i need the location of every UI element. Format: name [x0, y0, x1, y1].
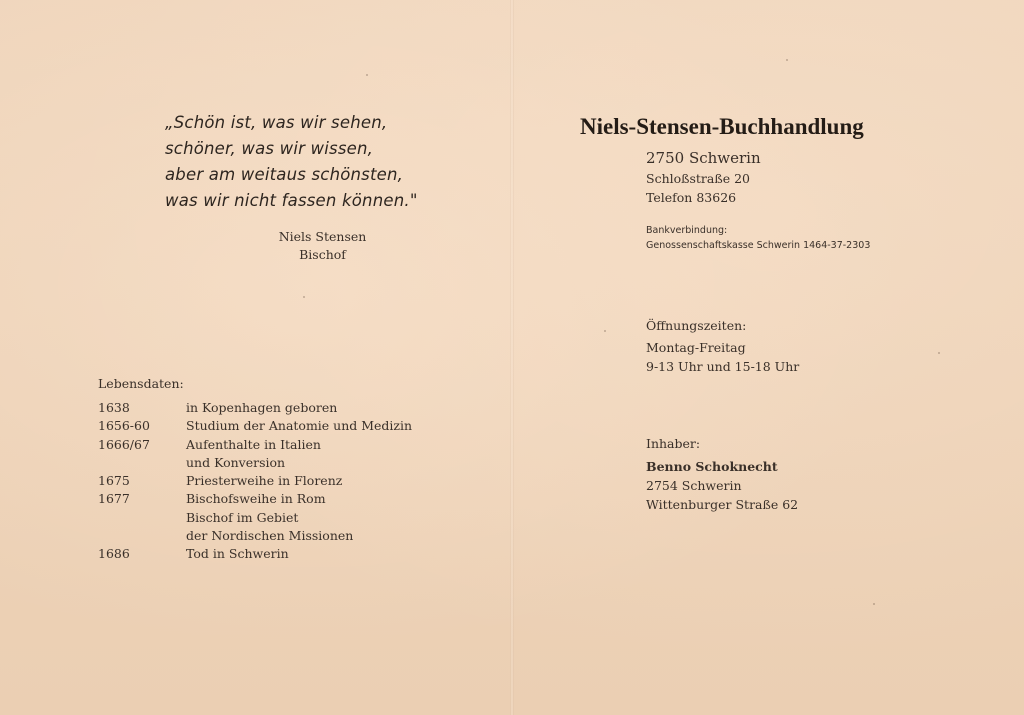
life-event: [98, 399, 412, 417]
life-event-text: Studium der Anatomie und Medizin: [186, 418, 413, 434]
life-event-text: der Nordischen Missionen: [186, 528, 354, 544]
bank-details: [646, 223, 870, 253]
life-event-text: Priesterweihe in Florenz: [186, 473, 343, 489]
life-event: [98, 490, 412, 545]
quote-line: schöner, was wir wissen,: [165, 139, 374, 158]
life-event-year: 1666/67: [98, 436, 150, 452]
life-event: [98, 436, 412, 473]
life-event: [98, 545, 412, 563]
life-data-heading: Lebensdaten:: [98, 376, 184, 391]
life-data-list: [98, 399, 412, 564]
life-event-text: Aufenthalte in Italien: [186, 436, 321, 452]
owner-city: 2754 Schwerin: [646, 478, 742, 493]
life-event-year: 1686: [98, 546, 130, 562]
store-phone: Telefon 83626: [646, 190, 737, 205]
life-event-year: 1677: [98, 491, 130, 507]
owner-info: [646, 434, 798, 514]
quote-line: was wir nicht fassen können.": [165, 191, 418, 210]
life-event-year: 1675: [98, 473, 130, 489]
life-event: [98, 472, 412, 490]
opening-times: 9-13 Uhr und 15-18 Uhr: [646, 359, 800, 374]
owner-heading: Inhaber:: [646, 436, 701, 451]
life-event: [98, 417, 412, 435]
attribution-title: Bischof: [299, 247, 346, 262]
paper-speck: [786, 59, 788, 61]
opening-hours: [646, 316, 799, 376]
paper-speck: [873, 603, 875, 605]
store-name: Niels-Stensen-Buchhandlung: [580, 114, 864, 139]
life-event-text: in Kopenhagen geboren: [186, 400, 338, 415]
attribution-name: Niels Stensen: [278, 229, 367, 244]
owner-name: Benno Schoknecht: [646, 459, 778, 474]
store-street: Schloßstraße 20: [646, 171, 750, 186]
life-event-year: 1638: [98, 400, 130, 415]
opening-hours-heading: Öffnungszeiten:: [646, 318, 747, 333]
paper-speck: [303, 296, 305, 298]
store-city: 2750 Schwerin: [646, 149, 761, 167]
opening-days: Montag-Freitag: [646, 340, 746, 355]
paper-speck: [366, 74, 368, 76]
life-event-text: und Konversion: [186, 454, 286, 470]
store-address: [646, 147, 761, 207]
quote-line: „Schön ist, was wir sehen,: [165, 113, 388, 132]
paper-speck: [938, 352, 940, 354]
left-page: [0, 0, 510, 715]
life-event-year: 1656-60: [98, 418, 150, 434]
right-page: [514, 0, 1024, 715]
paper-speck: [604, 330, 606, 332]
owner-street: Wittenburger Straße 62: [646, 497, 799, 512]
life-event-text: Tod in Schwerin: [186, 546, 289, 562]
bank-label: Bankverbindung:: [646, 225, 728, 236]
life-event-text: Bischof im Gebiet: [186, 509, 299, 525]
quote: [165, 110, 418, 214]
quote-line: aber am weitaus schönsten,: [165, 165, 404, 184]
bank-account: Genossenschaftskasse Schwerin 1464-37-2303: [646, 240, 871, 251]
quote-attribution: [250, 228, 395, 264]
life-event-text: Bischofsweihe in Rom: [186, 491, 326, 507]
